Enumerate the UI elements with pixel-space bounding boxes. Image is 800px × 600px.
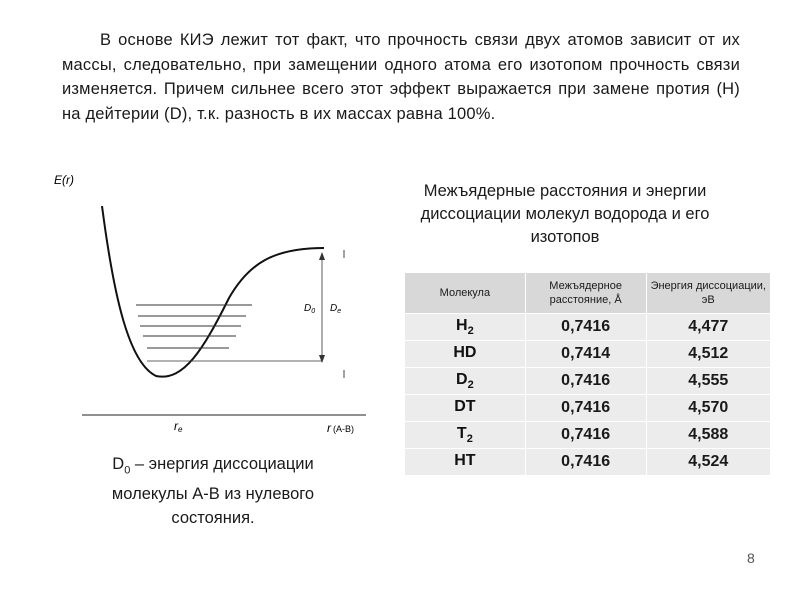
cell-molecule: HT [405, 449, 526, 476]
cell-distance: 0,7416 [525, 368, 646, 395]
cell-distance: 0,7416 [525, 314, 646, 341]
x-axis-label: r (A-B) [327, 421, 354, 435]
cell-energy: 4,524 [646, 449, 770, 476]
potential-curve-svg [44, 168, 384, 448]
table-row [405, 449, 771, 476]
cell-energy: 4,512 [646, 341, 770, 368]
table-row [405, 422, 771, 449]
d0-label: $D_0$ [304, 303, 316, 315]
cell-distance: 0,7414 [525, 341, 646, 368]
y-axis-label: E(r) [54, 173, 74, 187]
cell-molecule: HD [405, 341, 526, 368]
cell-distance: 0,7416 [525, 395, 646, 422]
table-row [405, 368, 771, 395]
table-header-row [405, 273, 771, 314]
intro-paragraph: В основе КИЭ лежит тот факт, что прочность связи двух атомов зависит от их массы, следовательно, при замещении одного атома его изотопом прочность связи изменяется. Причем сильнее всего этот эффект выражается при замене протия (H) на дейтерии (D), т.к. разность в их массах равна 100%. [62, 31, 740, 123]
cell-distance: 0,7416 [525, 449, 646, 476]
de-label: $D_e$ [330, 303, 342, 315]
diagram-caption: $D_0$ – энергия диссоциации молекулы А-В из нулевого состояния. [111, 455, 315, 528]
cell-energy: 4,555 [646, 368, 770, 395]
table-row [405, 341, 771, 368]
cell-molecule: $T_2$ [405, 422, 526, 449]
cell-molecule: DT [405, 395, 526, 422]
morse-curve [102, 206, 324, 377]
cell-distance: 0,7416 [525, 422, 646, 449]
potential-energy-diagram [44, 168, 384, 448]
re-label: re [174, 419, 183, 434]
cell-energy: 4,588 [646, 422, 770, 449]
cell-molecule: $D_2$ [405, 368, 526, 395]
table-row [405, 314, 771, 341]
page-number: 8 [747, 550, 755, 566]
de-arrow-head [319, 355, 325, 363]
de-arrow-head [319, 252, 325, 260]
cell-energy: 4,570 [646, 395, 770, 422]
header-distance: Межъядерное расстояние, Å [525, 273, 646, 314]
cell-energy: 4,477 [646, 314, 770, 341]
table-title: Межъядерные расстояния и энергии диссоциации молекул водорода и его изотопов [420, 182, 710, 246]
isotope-table [404, 272, 771, 476]
cell-molecule: $H_2$ [405, 314, 526, 341]
table-row [405, 395, 771, 422]
header-energy: Энергия диссоциации, эВ [646, 273, 770, 314]
header-molecule: Молекула [405, 273, 526, 314]
